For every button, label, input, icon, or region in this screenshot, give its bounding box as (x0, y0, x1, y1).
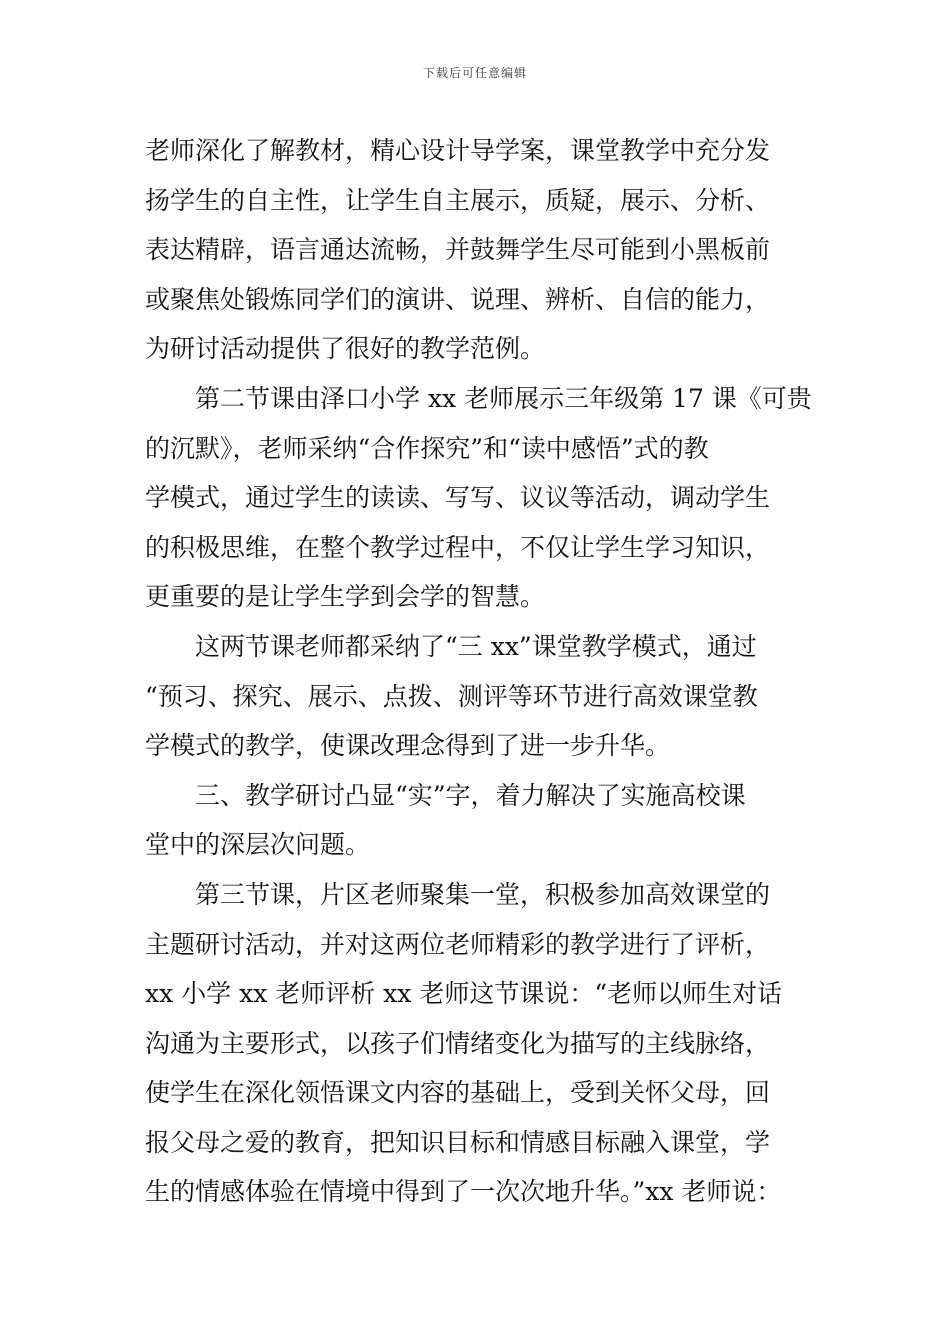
text-line: 为研讨活动提供了很好的教学范例。 (145, 334, 546, 364)
text-line: “预习、探究、展示、点拨、测评等环节进行高效课堂教 (145, 681, 758, 711)
section-heading-line: 三、教学研讨凸显“实”字，着力解决了实施高校课 (195, 780, 746, 810)
paragraph-start-line: 第三节课，片区老师聚集一堂，积极参加高效课堂的 (195, 879, 771, 909)
document-body (145, 126, 825, 1217)
page-header: 下载后可任意编辑 (422, 66, 527, 80)
paragraph-start-line: 第二节课由泽口小学 xx 老师展示三年级第 17 课《可贵 (195, 383, 812, 413)
paragraph-start-line: 这两节课老师都采纳了“三 xx”课堂教学模式，通过 (195, 631, 757, 661)
text-line: 的积极思维，在整个教学过程中，不仅让学生学习知识， (145, 532, 771, 562)
text-line: 表达精辟，语言通达流畅，并鼓舞学生尽可能到小黑板前 (145, 235, 771, 265)
text-line: 学模式，通过学生的读读、写写、议议等活动，调动学生 (145, 483, 771, 513)
text-line: 主题研讨活动，并对这两位老师精彩的教学进行了评析， (145, 929, 771, 959)
text-line: 学模式的教学，使课改理念得到了进一步升华。 (145, 731, 671, 761)
text-line: 或聚焦处锻炼同学们的演讲、说理、辨析、自信的能力， (145, 284, 771, 314)
text-line: xx 小学 xx 老师评析 xx 老师这节课说：“老师以师生对话 (145, 979, 783, 1009)
text-line: 报父母之爱的教育，把知识目标和情感目标融入课堂，学 (145, 1127, 771, 1157)
text-line: 老师深化了解教材，精心设计导学案，课堂教学中充分发 (145, 136, 771, 165)
text-line: 使学生在深化领悟课文内容的基础上，受到关怀父母，回 (145, 1078, 771, 1108)
text-line: 堂中的深层次问题。 (145, 830, 371, 860)
text-line: 生的情感体验在情境中得到了一次次地升华。”xx 老师说： (145, 1177, 782, 1207)
text-line: 更重要的是让学生学到会学的智慧。 (145, 582, 546, 612)
text-line: 的沉默》，老师采纳“合作探究”和“读中感悟”式的教 (145, 433, 709, 463)
text-line: 扬学生的自主性，让学生自主展示，质疑，展示、分析、 (145, 185, 771, 215)
text-line: 沟通为主要形式，以孩子们情绪变化为描写的主线脉络， (145, 1028, 771, 1058)
